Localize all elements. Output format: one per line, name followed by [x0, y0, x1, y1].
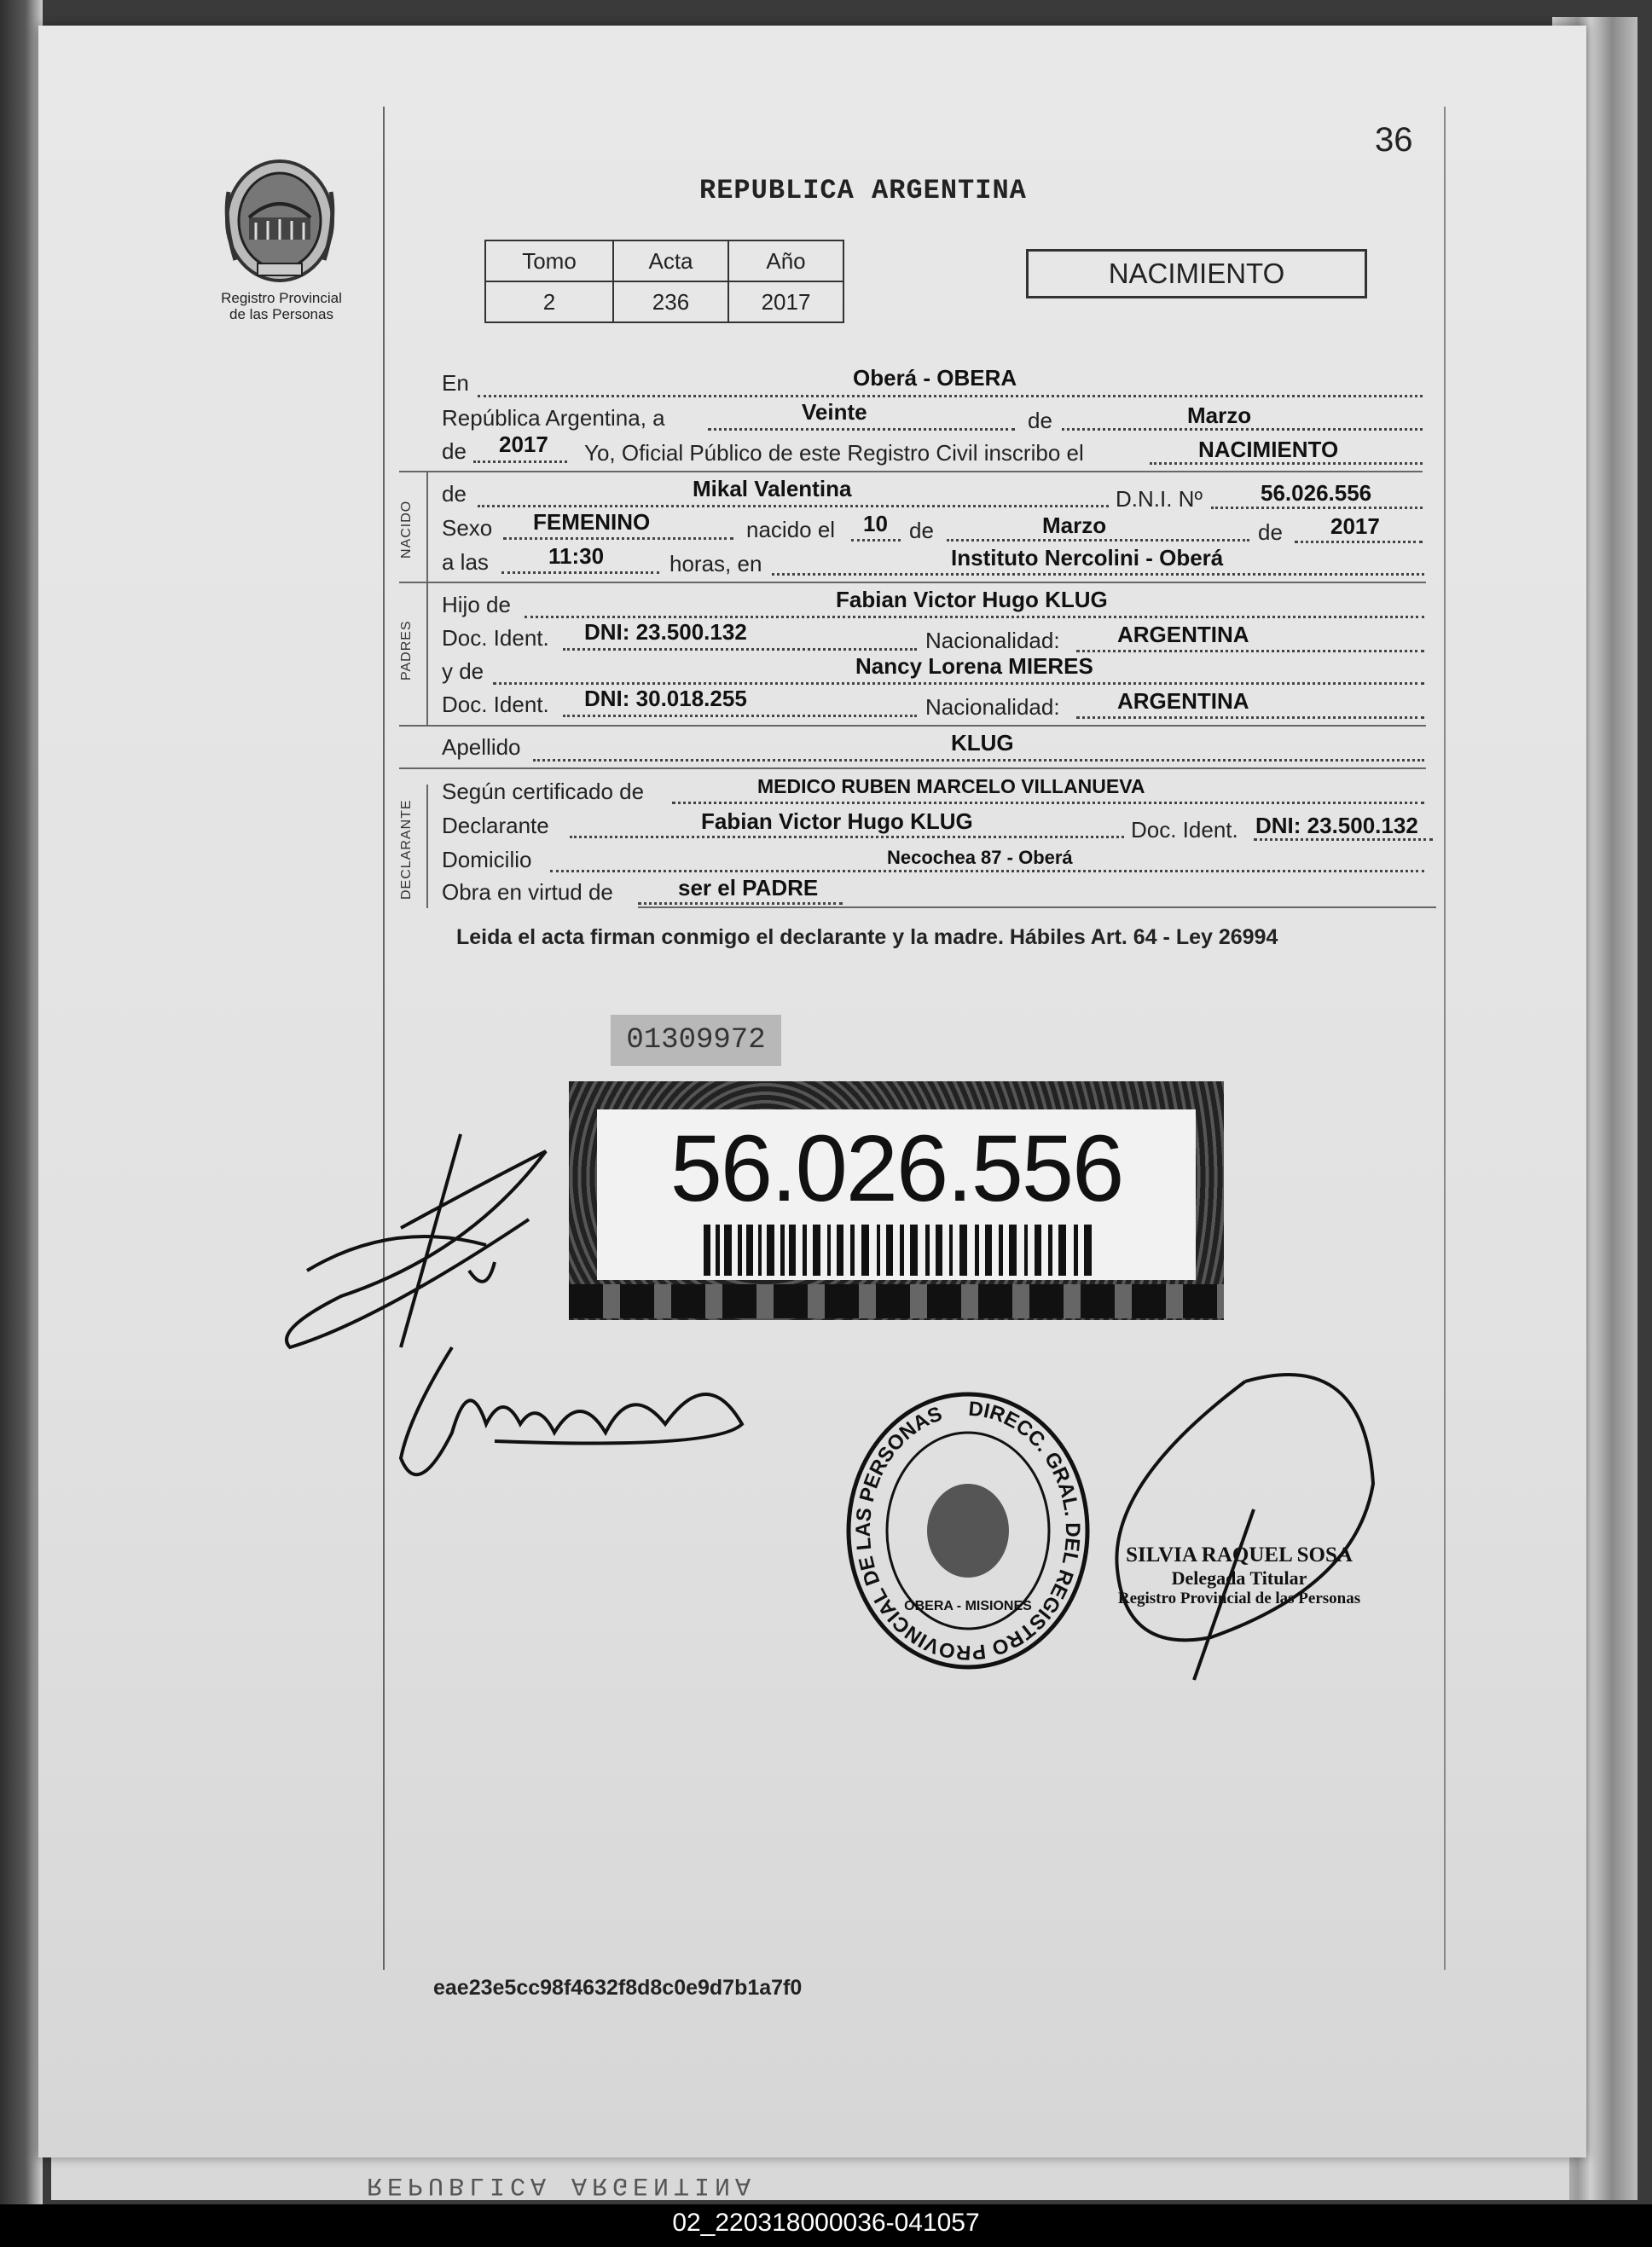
dotted-line: [947, 539, 1249, 541]
section-rule: [399, 725, 1426, 727]
serial-number: 01309972: [611, 1015, 781, 1066]
dotted-line: [708, 428, 1015, 431]
mother-doc-value: DNI: 30.018.255: [584, 686, 747, 711]
mother-nat-value: ARGENTINA: [1117, 688, 1249, 714]
child-name-value: Mikal Valentina: [693, 476, 852, 501]
acta-header: Acta: [613, 240, 728, 281]
tomo-header: Tomo: [485, 240, 613, 281]
ano-header: Año: [728, 240, 843, 281]
mother-nat-label: Nacionalidad:: [925, 694, 1060, 720]
father-doc-label: Doc. Ident.: [442, 625, 549, 651]
dotted-line: [772, 573, 1424, 576]
country-title: REPUBLICA ARGENTINA: [699, 175, 1027, 206]
registry-label-line2: de las Personas: [229, 306, 333, 322]
section-side-rule: [426, 785, 428, 908]
dotted-line: [478, 395, 1423, 397]
dotted-line: [501, 571, 659, 574]
section-side-rule: [426, 471, 428, 582]
dotted-line: [1211, 507, 1423, 509]
birth-day-value: 10: [863, 511, 888, 536]
tomo-value: 2: [485, 281, 613, 322]
binder-edge: [0, 0, 43, 2247]
barcode-icon: [704, 1225, 1092, 1276]
acta-value: 236: [613, 281, 728, 322]
year-value: 2017: [499, 431, 548, 457]
apellido-label: Apellido: [442, 734, 521, 760]
declarante-value: Fabian Victor Hugo KLUG: [701, 808, 973, 834]
dotted-line: [525, 616, 1424, 618]
dotted-line: [493, 682, 1424, 685]
official-signature: [1109, 1364, 1390, 1688]
domicilio-value: Necochea 87 - Oberá: [887, 847, 1073, 868]
sexo-label: Sexo: [442, 515, 493, 541]
father-nat-label: Nacionalidad:: [925, 628, 1060, 653]
dotted-line: [563, 648, 917, 651]
mother-name-value: Nancy Lorena MIERES: [855, 653, 1093, 679]
mother-signature: [392, 1339, 751, 1484]
section-rule: [399, 471, 1423, 472]
section-label-padres: PADRES: [399, 620, 414, 680]
nacido-de2-label: de: [909, 518, 934, 543]
birth-year-value: 2017: [1330, 513, 1380, 539]
birth-place-value: Instituto Nercolini - Oberá: [951, 545, 1224, 570]
en-label: En: [442, 370, 469, 396]
dotted-line: [1076, 716, 1424, 719]
declarante-doc-value: DNI: 23.500.132: [1255, 813, 1418, 838]
hora-label: a las: [442, 549, 489, 575]
declarante-label: Declarante: [442, 813, 549, 838]
dotted-line: [503, 537, 733, 540]
certificado-label: Según certificado de: [442, 779, 645, 804]
father-name-value: Fabian Victor Hugo KLUG: [836, 587, 1108, 612]
obra-label: Obra en virtud de: [442, 879, 613, 905]
under-page-text: REPUBLICA ARGENTINA: [367, 2170, 756, 2199]
father-doc-value: DNI: 23.500.132: [584, 619, 747, 645]
seal-ring-text: DIRECC. GRAL. DEL REGISTRO PROVINCIAL DE LAS PERSONAS: [851, 1397, 1084, 1665]
apellido-value: KLUG: [951, 730, 1014, 756]
sexo-value: FEMENINO: [533, 509, 651, 535]
official-role: Delegada Titular: [1171, 1567, 1307, 1589]
dni-sticker: [569, 1081, 1224, 1320]
dni-label: D.N.I. Nº: [1116, 486, 1203, 512]
registry-label: [196, 290, 367, 322]
declarante-doc-label: Doc. Ident.: [1131, 817, 1238, 843]
dotted-line: [550, 870, 1424, 872]
dni-sticker-number: 56.026.556: [669, 1116, 1123, 1221]
nacido-de3-label: de: [1258, 519, 1283, 545]
domicilio-label: Domicilio: [442, 847, 532, 872]
page-number: 36: [1375, 121, 1413, 159]
hijo-de-label: Hijo de: [442, 592, 511, 617]
dotted-line: [638, 902, 843, 905]
dotted-line: [851, 539, 901, 541]
republica-label: República Argentina, a: [442, 405, 665, 431]
official-seal: [840, 1381, 1096, 1671]
dotted-line: [570, 836, 1124, 838]
province-emblem-icon: [220, 158, 339, 284]
official-stamp: [1098, 1543, 1380, 1608]
section-rule: [638, 906, 1436, 908]
registry-table: [484, 240, 844, 323]
act-type-box: NACIMIENTO: [1026, 249, 1367, 298]
nacido-el-label: nacido el: [746, 517, 836, 542]
ano-value: 2017: [728, 281, 843, 322]
day-words-value: Veinte: [802, 399, 867, 425]
seal-inner-text: OBERA - MISIONES: [904, 1599, 1032, 1613]
city-value: Oberá - OBERA: [853, 365, 1017, 391]
dotted-line: [1076, 650, 1424, 652]
inscribe-value: NACIMIENTO: [1198, 437, 1339, 462]
document-hash: eae23e5cc98f4632f8d8c0e9d7b1a7f0: [433, 1976, 803, 2000]
margin-line-right: [1444, 107, 1446, 1970]
de-label: de: [1028, 408, 1052, 433]
dotted-line: [563, 715, 917, 717]
section-label-nacido: NACIDO: [399, 500, 414, 559]
birth-month-value: Marzo: [1042, 513, 1107, 538]
section-label-declarante: DECLARANTE: [399, 799, 414, 900]
sticker-pattern-strip: [569, 1284, 1224, 1318]
closing-statement: Leida el acta firman conmigo el declarante y la madre. Hábiles Art. 64 - Ley 26994: [456, 925, 1278, 949]
dni-sticker-inner: [597, 1109, 1196, 1280]
dotted-line: [1295, 541, 1423, 543]
dotted-line: [478, 505, 1109, 507]
horas-en-label: horas, en: [669, 551, 762, 576]
dotted-line: [672, 802, 1424, 804]
oficial-text: Yo, Oficial Público de este Registro Civil inscribo el: [584, 440, 1084, 466]
nacido-de-label: de: [442, 481, 467, 507]
obra-value: ser el PADRE: [678, 875, 819, 901]
de2-label: de: [442, 438, 467, 464]
registry-label-line1: Registro Provincial: [221, 290, 342, 306]
dotted-line: [533, 759, 1424, 762]
margin-line-left: [383, 107, 385, 1970]
section-side-rule: [426, 582, 428, 725]
section-rule: [399, 582, 1426, 583]
declarant-signature: [273, 1126, 563, 1364]
certificado-value: MEDICO RUBEN MARCELO VILLANUEVA: [757, 775, 1145, 797]
official-name: SILVIA RAQUEL SOSA: [1126, 1543, 1353, 1567]
child-dni-value: 56.026.556: [1261, 480, 1372, 506]
section-rule: [399, 767, 1426, 769]
dotted-line: [473, 460, 567, 463]
official-office: Registro Provincial de las Personas: [1117, 1590, 1361, 1607]
y-de-label: y de: [442, 658, 484, 684]
hora-value: 11:30: [548, 543, 605, 569]
mother-doc-label: Doc. Ident.: [442, 692, 549, 717]
image-caption: 02_220318000036-041057: [672, 2209, 980, 2237]
month-value: Marzo: [1187, 402, 1252, 428]
father-nat-value: ARGENTINA: [1117, 622, 1249, 647]
